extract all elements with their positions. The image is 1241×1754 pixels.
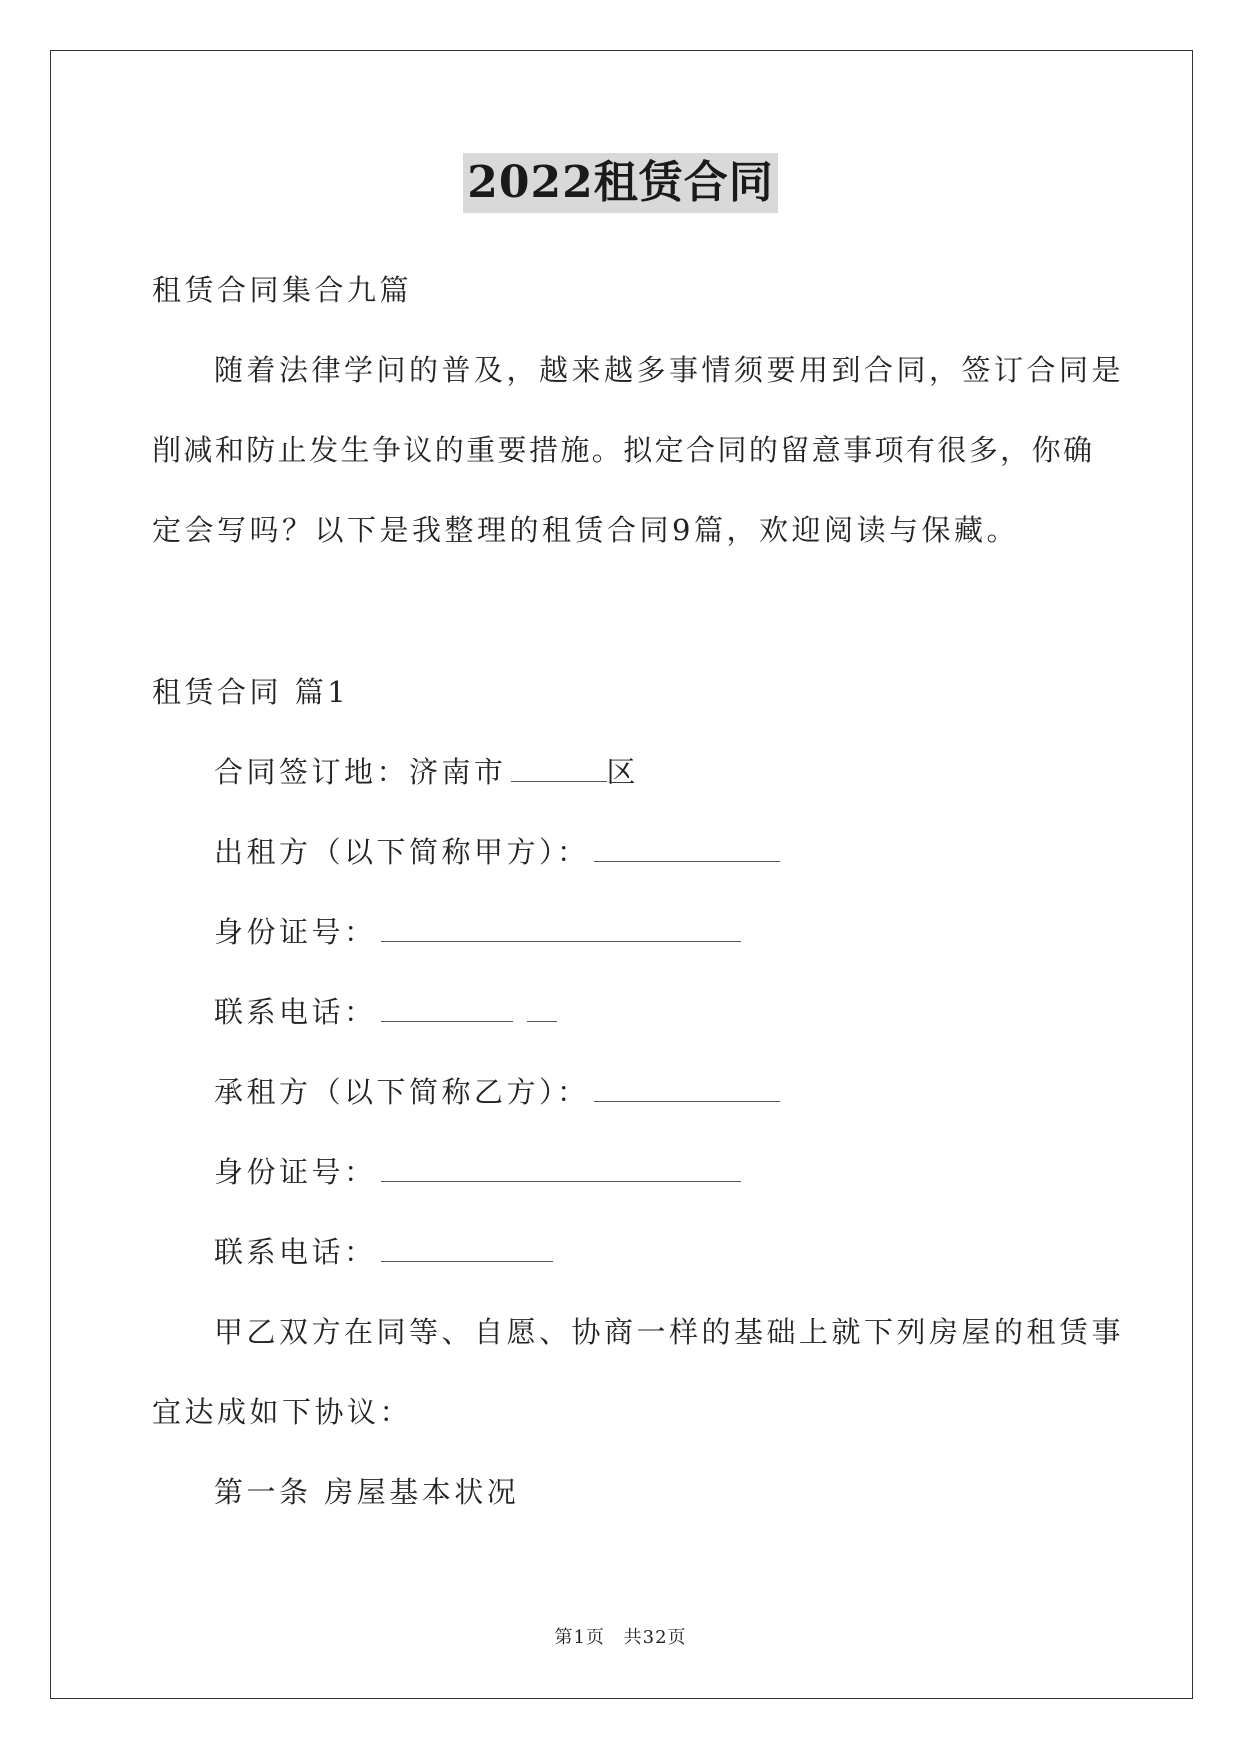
lessee-phone-blank — [381, 1233, 553, 1262]
lessee-id-label: 身份证号： — [214, 1155, 377, 1189]
page-footer — [0, 1623, 1241, 1649]
agreement-line-1: 甲乙双方在同等、自愿、协商一样的基础上就下列房屋的租赁事 — [214, 1315, 1125, 1349]
sign-place-field — [214, 752, 639, 792]
agreement-line-2: 宜达成如下协议： — [152, 1395, 413, 1429]
lessor-field — [214, 832, 780, 872]
sign-place-label: 合同签订地：济南市 — [214, 755, 507, 789]
lessor-id-label: 身份证号： — [214, 915, 377, 949]
lessor-phone-label: 联系电话： — [214, 995, 377, 1029]
lessee-label: 承租方（以下简称乙方）： — [214, 1075, 590, 1109]
article-1-heading: 第一条 房屋基本状况 — [214, 1475, 520, 1509]
lessor-phone-field — [214, 992, 557, 1032]
lessor-id-field — [214, 912, 741, 952]
sign-place-suffix: 区 — [606, 755, 640, 789]
section-heading: 租赁合同 篇1 — [152, 675, 350, 709]
lessor-id-blank — [381, 913, 741, 942]
lessor-phone-blank — [381, 993, 513, 1022]
lessor-blank — [594, 833, 780, 862]
document-subtitle: 租赁合同集合九篇 — [152, 273, 413, 307]
lessee-id-field — [214, 1152, 741, 1192]
lessee-blank — [594, 1073, 780, 1102]
lessee-id-blank — [381, 1153, 741, 1182]
intro-line-1: 随着法律学问的普及，越来越多事情须要用到合同，签订合同是 — [214, 353, 1125, 387]
page-number: 第1页 — [554, 1627, 605, 1648]
document-title: 2022租赁合同 — [463, 153, 777, 213]
title-wrapper — [0, 153, 1241, 213]
lessee-phone-field — [214, 1232, 553, 1272]
lessee-field — [214, 1072, 780, 1112]
lessee-phone-label: 联系电话： — [214, 1235, 377, 1269]
page-total: 共32页 — [623, 1627, 687, 1648]
lessor-phone-blank-short — [527, 993, 557, 1022]
intro-line-2: 削减和防止发生争议的重要措施。拟定合同的留意事项有很多，你确 — [152, 433, 1092, 467]
intro-line-3: 定会写吗？以下是我整理的租赁合同9篇，欢迎阅读与保藏。 — [152, 513, 1019, 547]
sign-place-blank — [511, 753, 607, 782]
lessor-label: 出租方（以下简称甲方）： — [214, 835, 590, 869]
